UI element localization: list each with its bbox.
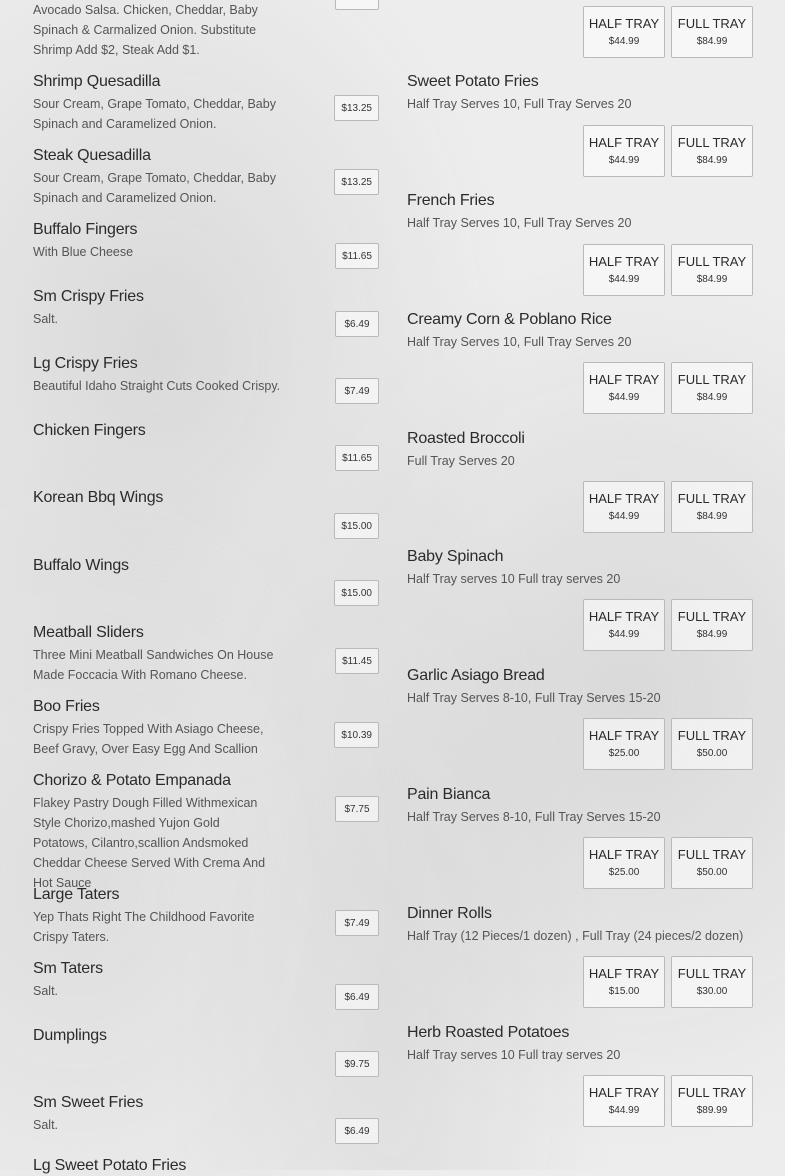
item-description: Half Tray Serves 8-10, Full Tray Serves 15-20 bbox=[407, 691, 661, 705]
half-tray-button[interactable] bbox=[583, 244, 665, 296]
menu-item[interactable] bbox=[33, 771, 379, 893]
tray-label: FULL TRAY bbox=[677, 1084, 747, 1100]
item-description: Avocado Salsa. Chicken, Cheddar, Baby Spinach & Carmalized Onion. Substitute Shrimp Add $2, Steak Add $1. bbox=[33, 3, 258, 57]
tray-price: $44.99 bbox=[608, 154, 640, 166]
full-tray-button[interactable] bbox=[671, 1075, 753, 1127]
item-name: Chicken Fingers bbox=[33, 422, 146, 439]
tray-options bbox=[583, 362, 753, 414]
catering-item bbox=[407, 1023, 753, 1116]
tray-label: FULL TRAY bbox=[677, 965, 747, 981]
full-tray-button[interactable] bbox=[671, 125, 753, 177]
menu-item[interactable] bbox=[33, 287, 379, 329]
item-name: Baby Spinach bbox=[407, 548, 504, 565]
item-name: Roasted Broccoli bbox=[407, 430, 525, 447]
price-button[interactable]: $11.45 bbox=[335, 648, 379, 674]
tray-options bbox=[583, 481, 753, 533]
tray-price: $84.99 bbox=[696, 510, 728, 522]
item-name: Chorizo & Potato Empanada bbox=[33, 772, 231, 789]
menu-item[interactable] bbox=[33, 885, 379, 947]
tray-options bbox=[583, 837, 753, 889]
menu-item[interactable] bbox=[33, 220, 379, 262]
item-description: Full Tray Serves 20 bbox=[407, 454, 515, 468]
menu-item[interactable] bbox=[33, 1026, 379, 1070]
catering-item bbox=[407, 191, 753, 285]
menu-item[interactable] bbox=[33, 1093, 379, 1135]
full-tray-button[interactable] bbox=[671, 956, 753, 1008]
item-description: Half Tray Serves 10, Full Tray Serves 20 bbox=[407, 97, 632, 111]
item-name: French Fries bbox=[407, 192, 495, 209]
price-button[interactable]: $6.49 bbox=[335, 1118, 379, 1144]
item-description: Sour Cream, Grape Tomato, Cheddar, Baby Spinach and Caramelized Onion. bbox=[33, 171, 276, 205]
item-name: Steak Quesadilla bbox=[33, 147, 151, 164]
catering-item bbox=[407, 547, 753, 640]
item-name: Sm Crispy Fries bbox=[33, 288, 144, 305]
tray-label: HALF TRAY bbox=[588, 253, 660, 269]
item-description: Salt. bbox=[33, 984, 59, 998]
tray-options bbox=[583, 6, 753, 58]
price-button[interactable]: $9.75 bbox=[335, 1051, 379, 1077]
menu-item[interactable] bbox=[33, 697, 379, 759]
item-description: Half Tray Serves 10, Full Tray Serves 20 bbox=[407, 335, 632, 349]
tray-price: $25.00 bbox=[608, 866, 640, 878]
tray-price: $84.99 bbox=[696, 154, 728, 166]
item-name: Sweet Potato Fries bbox=[407, 73, 539, 90]
menu-item[interactable] bbox=[33, 0, 379, 60]
item-description: Half Tray Serves 8-10, Full Tray Serves 15-20 bbox=[407, 810, 661, 824]
tray-price: $15.00 bbox=[608, 985, 640, 997]
menu-item[interactable] bbox=[33, 354, 379, 396]
price-button[interactable]: $13.25 bbox=[334, 95, 379, 121]
item-description: Beautiful Idaho Straight Cuts Cooked Crispy. bbox=[33, 379, 281, 393]
full-tray-button[interactable] bbox=[671, 837, 753, 889]
tray-options bbox=[583, 1075, 753, 1127]
tray-price: $44.99 bbox=[608, 1104, 640, 1116]
tray-price: $84.99 bbox=[696, 628, 728, 640]
catering-item bbox=[407, 666, 753, 759]
tray-label: FULL TRAY bbox=[677, 15, 747, 31]
item-description: Yep Thats Right The Childhood Favorite Crispy Taters. bbox=[33, 910, 255, 944]
tray-price: $44.99 bbox=[608, 391, 640, 403]
menu-item[interactable] bbox=[33, 72, 379, 134]
half-tray-button[interactable] bbox=[583, 956, 665, 1008]
item-name: Sm Sweet Fries bbox=[33, 1094, 144, 1111]
tray-price: $44.99 bbox=[608, 273, 640, 285]
price-button[interactable]: $11.65 bbox=[335, 243, 379, 269]
tray-label: FULL TRAY bbox=[677, 490, 747, 506]
tray-label: HALF TRAY bbox=[588, 846, 660, 862]
price-button[interactable] bbox=[335, 0, 379, 10]
item-name: Creamy Corn & Poblano Rice bbox=[407, 311, 612, 328]
tray-options bbox=[583, 956, 753, 1008]
tray-options bbox=[583, 244, 753, 296]
catering-item bbox=[407, 785, 753, 878]
menu-item[interactable] bbox=[33, 421, 379, 464]
item-name: Herb Roasted Potatoes bbox=[407, 1024, 570, 1041]
price-button[interactable]: $15.00 bbox=[334, 513, 379, 539]
item-name: Large Taters bbox=[33, 886, 120, 903]
menu-item[interactable] bbox=[33, 488, 379, 532]
half-tray-button[interactable] bbox=[583, 6, 665, 58]
menu-item[interactable] bbox=[33, 959, 379, 1001]
item-name: Boo Fries bbox=[33, 698, 100, 715]
catering-item bbox=[407, 904, 753, 997]
half-tray-button[interactable] bbox=[583, 599, 665, 651]
tray-price: $44.99 bbox=[608, 35, 640, 47]
tray-label: HALF TRAY bbox=[588, 134, 660, 150]
item-description: Half Tray serves 10 Full tray serves 20 bbox=[407, 572, 621, 586]
half-tray-button[interactable] bbox=[583, 718, 665, 770]
price-button[interactable]: $7.75 bbox=[335, 796, 379, 822]
catering-item bbox=[407, 429, 753, 522]
full-tray-button[interactable] bbox=[671, 599, 753, 651]
full-tray-button[interactable] bbox=[671, 6, 753, 58]
tray-label: HALF TRAY bbox=[588, 371, 660, 387]
item-name: Lg Crispy Fries bbox=[33, 355, 138, 372]
price-button[interactable]: $6.49 bbox=[335, 984, 379, 1010]
menu-item[interactable] bbox=[33, 146, 379, 208]
price-button[interactable]: $6.49 bbox=[335, 311, 379, 337]
item-description: With Blue Cheese bbox=[33, 245, 134, 259]
tray-label: FULL TRAY bbox=[677, 134, 747, 150]
tray-label: FULL TRAY bbox=[677, 608, 747, 624]
tray-label: HALF TRAY bbox=[588, 490, 660, 506]
half-tray-button[interactable] bbox=[583, 481, 665, 533]
half-tray-button[interactable] bbox=[583, 1075, 665, 1127]
tray-label: FULL TRAY bbox=[677, 371, 747, 387]
item-name: Dinner Rolls bbox=[407, 905, 492, 922]
menu-item[interactable] bbox=[33, 623, 379, 685]
catering-item bbox=[407, 72, 753, 166]
tray-label: HALF TRAY bbox=[588, 1084, 660, 1100]
full-tray-button[interactable] bbox=[671, 244, 753, 296]
menu-item[interactable] bbox=[33, 1156, 379, 1176]
tray-price: $89.99 bbox=[696, 1104, 728, 1116]
item-name: Buffalo Wings bbox=[33, 557, 129, 574]
menu-item[interactable] bbox=[33, 556, 379, 599]
tray-options bbox=[583, 718, 753, 770]
tray-label: HALF TRAY bbox=[588, 15, 660, 31]
item-description: Crispy Fries Topped With Asiago Cheese, Beef Gravy, Over Easy Egg And Scallion bbox=[33, 722, 264, 756]
tray-label: FULL TRAY bbox=[677, 846, 747, 862]
item-description: Three Mini Meatball Sandwiches On House Made Foccacia With Romano Cheese. bbox=[33, 648, 274, 682]
tray-price: $30.00 bbox=[696, 985, 728, 997]
tray-options bbox=[583, 599, 753, 651]
tray-label: HALF TRAY bbox=[588, 965, 660, 981]
tray-price: $50.00 bbox=[696, 747, 728, 759]
tray-label: FULL TRAY bbox=[677, 253, 747, 269]
full-tray-button[interactable] bbox=[671, 362, 753, 414]
item-description: Half Tray serves 10 Full tray serves 20 bbox=[407, 1048, 621, 1062]
tray-price: $50.00 bbox=[696, 866, 728, 878]
item-description: Flakey Pastry Dough Filled Withmexican Style Chorizo,mashed Yujon Gold Potatows, Cilantro,scallion Andsmoked Cheddar Cheese Served With Crema And Hot Sauce bbox=[33, 796, 266, 890]
item-description: Half Tray (12 Pieces/1 dozen) , Full Tray (24 pieces/2 dozen) bbox=[407, 929, 744, 943]
item-description: Salt. bbox=[33, 312, 59, 326]
price-button[interactable]: $10.39 bbox=[334, 722, 379, 748]
item-name: Korean Bbq Wings bbox=[33, 489, 164, 506]
price-button[interactable]: $15.00 bbox=[334, 580, 379, 606]
tray-label: FULL TRAY bbox=[677, 727, 747, 743]
item-name: Garlic Asiago Bread bbox=[407, 667, 545, 684]
item-name: Meatball Sliders bbox=[33, 624, 144, 641]
price-button[interactable]: $7.49 bbox=[335, 378, 379, 404]
tray-price: $84.99 bbox=[696, 391, 728, 403]
price-button[interactable]: $13.25 bbox=[334, 169, 379, 195]
item-description: Sour Cream, Grape Tomato, Cheddar, Baby Spinach and Caramelized Onion. bbox=[33, 97, 276, 131]
half-tray-button[interactable] bbox=[583, 362, 665, 414]
tray-price: $84.99 bbox=[696, 273, 728, 285]
half-tray-button[interactable] bbox=[583, 125, 665, 177]
tray-price: $25.00 bbox=[608, 747, 640, 759]
half-tray-button[interactable] bbox=[583, 837, 665, 889]
full-tray-button[interactable] bbox=[671, 718, 753, 770]
full-tray-button[interactable] bbox=[671, 481, 753, 533]
tray-price: $44.99 bbox=[608, 510, 640, 522]
tray-price: $84.99 bbox=[696, 35, 728, 47]
tray-label: HALF TRAY bbox=[588, 727, 660, 743]
tray-options bbox=[583, 125, 753, 177]
tray-label: HALF TRAY bbox=[588, 608, 660, 624]
price-button[interactable]: $11.65 bbox=[335, 445, 379, 471]
item-name: Pain Bianca bbox=[407, 786, 491, 803]
catering-item bbox=[407, 310, 753, 403]
price-button[interactable]: $7.49 bbox=[335, 910, 379, 936]
item-name: Dumplings bbox=[33, 1027, 107, 1044]
item-description: Salt. bbox=[33, 1118, 59, 1132]
item-name: Sm Taters bbox=[33, 960, 103, 977]
item-description: Half Tray Serves 10, Full Tray Serves 20 bbox=[407, 216, 632, 230]
tray-price: $44.99 bbox=[608, 628, 640, 640]
item-name: Buffalo Fingers bbox=[33, 221, 138, 238]
item-name: Lg Sweet Potato Fries bbox=[33, 1157, 187, 1174]
item-name: Shrimp Quesadilla bbox=[33, 73, 161, 90]
